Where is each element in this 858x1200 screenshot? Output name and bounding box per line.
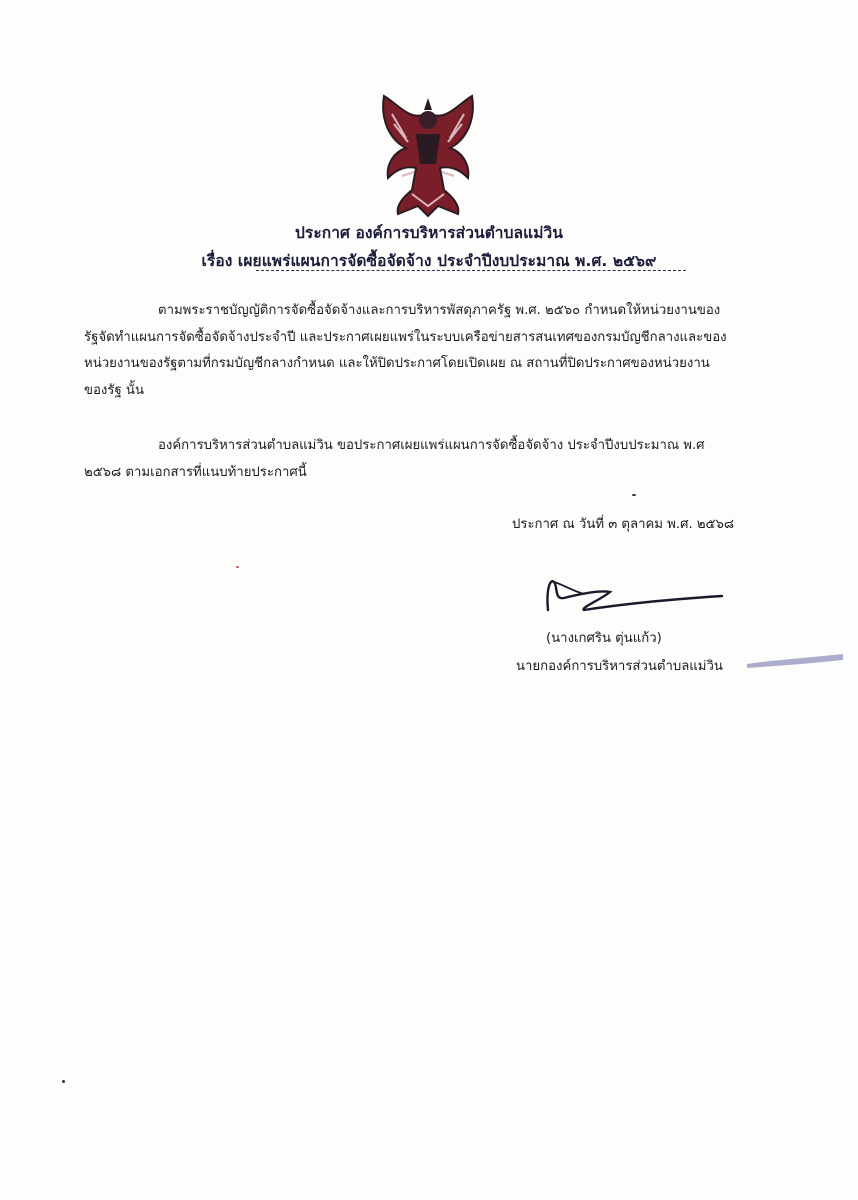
handwritten-signature: [540, 570, 730, 630]
signer-title: นายกองค์การบริหารส่วนตำบลแม่วิน: [516, 659, 723, 674]
body-paragraph-1: [84, 298, 784, 404]
scan-speck: [62, 1080, 65, 1083]
subject-underline: [256, 270, 686, 271]
paragraph-line: ตามพระราชบัญญัติการจัดซื้อจัดจ้างและการบริหารพัสดุภาครัฐ พ.ศ. ๒๕๖๐ กำหนดให้หน่วยงานของ: [158, 303, 721, 318]
body-paragraph-2: [84, 433, 784, 486]
paragraph-line: หน่วยงานของรัฐตามที่กรมบัญชีกลางกำหนด และให้ปิดประกาศโดยเปิดเผย ณ สถานที่ปิดประกาศของหน่วยงาน: [84, 356, 710, 371]
paragraph-line: รัฐจัดทำแผนการจัดซื้อจัดจ้างประจำปี และประกาศเผยแพร่ในระบบเครือข่ายสารสนเทศของกรมบัญชีกลางและของ: [84, 329, 727, 345]
announcement-heading: ประกาศ องค์การบริหารส่วนตำบลแม่วิน: [294, 224, 564, 242]
announcement-subject: เรื่อง เผยแพร่แผนการจัดซื้อจัดจ้าง ประจำปีงบประมาณ พ.ศ. ๒๕๖๙: [201, 252, 657, 270]
ink-smudge: [745, 650, 845, 674]
garuda-emblem-icon: [372, 94, 484, 218]
scan-speck: [632, 494, 636, 496]
scan-speck: [236, 566, 239, 568]
paragraph-line: ๒๕๖๘ ตามเอกสารที่แนบท้ายประกาศนี้: [84, 464, 307, 480]
paragraph-line: ของรัฐ นั้น: [84, 382, 144, 398]
announcement-date: ประกาศ ณ วันที่ ๓ ตุลาคม พ.ศ. ๒๕๖๘: [512, 517, 735, 532]
paragraph-line: องค์การบริหารส่วนตำบลแม่วิน ขอประกาศเผยแพร่แผนการจัดซื้อจัดจ้าง ประจำปีงบประมาณ พ.ศ: [158, 438, 705, 453]
signer-name: (นางเกศริน ตุ่นแก้ว): [546, 631, 662, 646]
